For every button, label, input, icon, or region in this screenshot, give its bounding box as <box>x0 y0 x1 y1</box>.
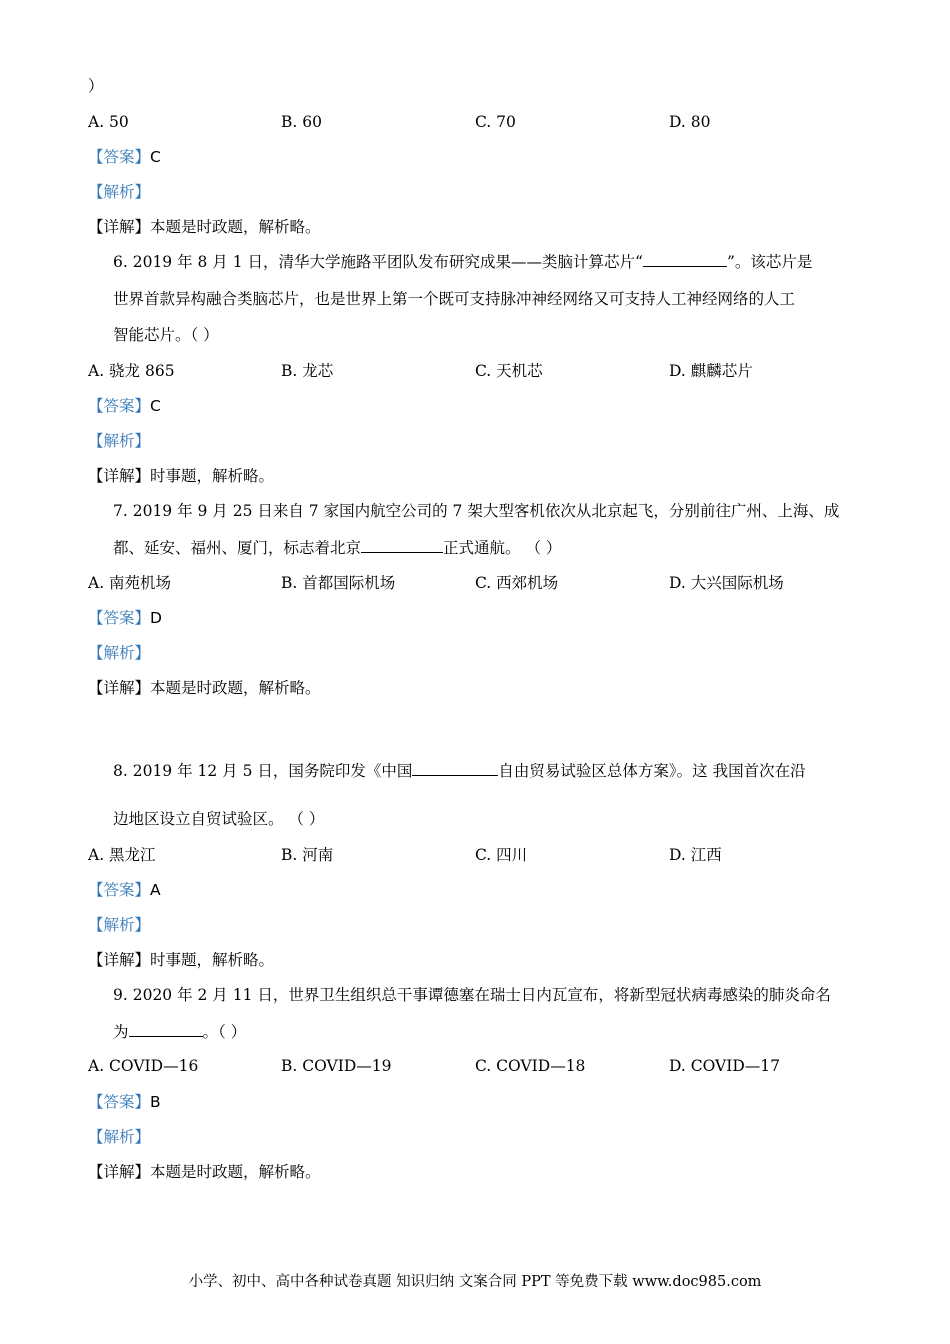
q7-option-a: A. 南苑机场 <box>88 574 172 592</box>
detail-label: 【详解】 <box>88 1163 151 1181</box>
q7-stem-part2: 正式通航。 （ ） <box>443 539 562 557</box>
q8-detail <box>88 950 274 970</box>
detail-label: 【详解】 <box>88 218 151 236</box>
answer-label: 【答案】 <box>88 148 151 166</box>
answer-label: 【答案】 <box>88 609 151 627</box>
q5-option-d: D. 80 <box>669 113 711 131</box>
q6-stem-line3: 智能芯片。（ ） <box>113 326 219 344</box>
q6-option-a: A. 骁龙 865 <box>88 362 175 380</box>
q5-analysis-label: 【解析】 <box>88 183 151 201</box>
q8-stem-line1 <box>113 760 806 781</box>
q7-answer <box>88 608 162 628</box>
q7-detail <box>88 678 321 698</box>
detail-text: 时事题，解析略。 <box>150 951 275 969</box>
q6-option-c: C. 天机芯 <box>475 362 543 380</box>
q9-stem-part1: 为 <box>113 1023 129 1041</box>
answer-label: 【答案】 <box>88 397 151 415</box>
q5-detail <box>88 217 321 237</box>
q8-stem-part2: 自由贸易试验区总体方案》。这 我国首次在沿 <box>498 762 806 780</box>
q5-option-b: B. 60 <box>281 113 322 131</box>
q9-option-d: D. COVID—17 <box>669 1057 780 1075</box>
q5-option-a: A. 50 <box>88 113 129 131</box>
q8-blank <box>412 760 498 776</box>
q7-stem-part1: 都、延安、福州、厦门，标志着北京 <box>113 539 362 557</box>
q8-analysis-label: 【解析】 <box>88 916 151 934</box>
q6-detail <box>88 466 274 486</box>
detail-label: 【详解】 <box>88 679 151 697</box>
q6-answer <box>88 396 161 416</box>
q6-stem-line2: 世界首款异构融合类脑芯片，也是世界上第一个既可支持脉冲神经网络又可支持人工神经网络的人工 <box>113 290 796 308</box>
answer-value: A <box>150 881 161 899</box>
detail-label: 【详解】 <box>88 951 151 969</box>
q8-option-a: A. 黑龙江 <box>88 846 156 864</box>
q7-blank <box>361 537 443 553</box>
q8-option-c: C. 四川 <box>475 846 528 864</box>
q6-option-b: B. 龙芯 <box>281 362 334 380</box>
q7-option-c: C. 西郊机场 <box>475 574 559 592</box>
q9-blank <box>129 1021 203 1037</box>
q8-option-d: D. 江西 <box>669 846 722 864</box>
q9-stem-line1: 9. 2020 年 2 月 11 日，世界卫生组织总干事谭德塞在瑞士日内瓦宣布，将新型冠状病毒感染的肺炎命名 <box>113 986 831 1004</box>
q7-stem-line2 <box>113 537 561 558</box>
answer-label: 【答案】 <box>88 881 151 899</box>
q9-analysis-label: 【解析】 <box>88 1128 151 1146</box>
q9-option-a: A. COVID—16 <box>88 1057 199 1075</box>
q8-answer <box>88 880 161 900</box>
answer-value: B <box>150 1093 161 1111</box>
q9-option-c: C. COVID—18 <box>475 1057 586 1075</box>
q6-stem-part2: ”。该芯片是 <box>726 253 813 271</box>
page-footer: 小学、初中、高中各种试卷真题 知识归纳 文案合同 PPT 等免费下载 www.doc985.com <box>188 1274 762 1290</box>
q9-answer <box>88 1092 161 1112</box>
q6-blank <box>643 251 727 267</box>
q7-option-b: B. 首都国际机场 <box>281 574 396 592</box>
q8-stem-line2: 边地区设立自贸试验区。 （ ） <box>113 810 325 828</box>
q9-stem-part2: 。（ ） <box>202 1023 247 1041</box>
q8-option-b: B. 河南 <box>281 846 334 864</box>
answer-value: C <box>150 148 161 166</box>
q7-stem-line1: 7. 2019 年 9 月 25 日来自 7 家国内航空公司的 7 架大型客机依次从北京起飞，分别前往广州、上海、成 <box>113 502 840 520</box>
answer-label: 【答案】 <box>88 1093 151 1111</box>
answer-value: C <box>150 397 161 415</box>
q6-stem-part1: 6. 2019 年 8 月 1 日，清华大学施路平团队发布研究成果——类脑计算芯片“ <box>113 253 643 271</box>
detail-text: 时事题，解析略。 <box>150 467 275 485</box>
answer-value: D <box>150 609 162 627</box>
q5-answer <box>88 147 161 167</box>
q6-analysis-label: 【解析】 <box>88 432 151 450</box>
q6-stem-line1 <box>113 251 812 272</box>
q9-detail <box>88 1162 321 1182</box>
q9-stem-line2 <box>113 1021 246 1042</box>
q9-option-b: B. COVID—19 <box>281 1057 392 1075</box>
q7-option-d: D. 大兴国际机场 <box>669 574 784 592</box>
q8-stem-part1: 8. 2019 年 12 月 5 日，国务院印发《中国 <box>113 762 413 780</box>
q7-analysis-label: 【解析】 <box>88 644 151 662</box>
detail-text: 本题是时政题，解析略。 <box>150 1163 321 1181</box>
detail-text: 本题是时政题，解析略。 <box>150 218 321 236</box>
bracket-close: ） <box>88 77 104 95</box>
detail-text: 本题是时政题，解析略。 <box>150 679 321 697</box>
detail-label: 【详解】 <box>88 467 151 485</box>
q5-option-c: C. 70 <box>475 113 516 131</box>
q6-option-d: D. 麒麟芯片 <box>669 362 753 380</box>
